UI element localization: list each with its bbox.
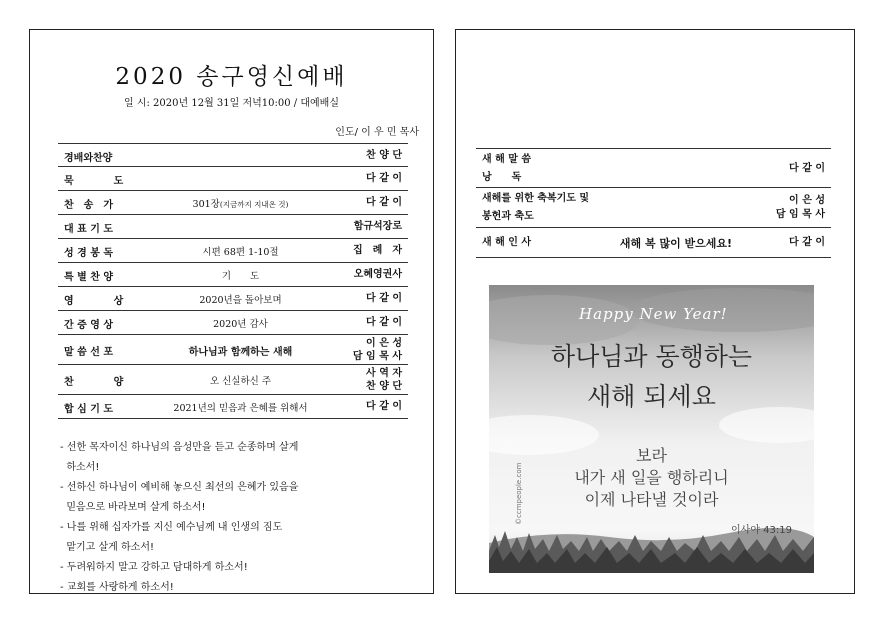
order-item-leader-line: 다 같 이 (366, 173, 402, 184)
order-item-leader-line: 이 은 성 (366, 338, 402, 349)
prayer-line: - 교회를 사랑하게 하소서! (60, 582, 174, 593)
prayer-line: - 두려워하지 말고 강하고 담대하게 하소서! (60, 562, 248, 573)
order-item-content-text: 오 신실하신 주 (209, 376, 272, 387)
order-item-leader (789, 236, 825, 250)
order-row (58, 311, 408, 335)
order-item-label (482, 151, 531, 187)
order-item-leader-line: 담 임 목 사 (352, 351, 402, 362)
new-year-greeting-image (489, 285, 814, 573)
order-item-leader-line: 다 같 이 (366, 317, 402, 328)
order-item-leader-line: 집 례 자 (353, 245, 402, 256)
order-item-leader (776, 194, 825, 222)
order-row (476, 188, 831, 228)
order-item-label: 묵 도 (64, 176, 124, 187)
order-item-content-text: 시편 68편 1-10절 (202, 247, 279, 258)
right-bulletin-page (455, 29, 855, 594)
order-of-worship (58, 143, 408, 419)
order-item-leader (366, 367, 402, 393)
order-item-label-line: 새 해 인 사 (482, 237, 532, 248)
order-item-leader (366, 196, 402, 209)
order-item-leader (366, 316, 402, 329)
order-row (58, 239, 408, 263)
order-item-content-text: 2021년의 믿음과 은혜를 위해서 (173, 403, 308, 414)
order-row (58, 167, 408, 191)
order-item-label-line: 새해를 위한 축복기도 및 (482, 193, 590, 204)
order-row (58, 191, 408, 215)
order-item-leader (354, 220, 402, 233)
order-row (476, 228, 831, 258)
order-row (58, 143, 408, 167)
order-item-content (148, 196, 333, 210)
order-item-content-text: 2020년 감사 (213, 319, 268, 330)
order-row (58, 395, 408, 419)
order-item-leader-line: 찬 양 단 (366, 150, 402, 161)
order-item-content-note: (지금까지 지내온 것) (219, 200, 289, 209)
service-title: 2020 송구영신예배 (115, 64, 348, 90)
prayer-line: 맡기고 살게 하소서! (60, 542, 155, 553)
prayer-line: - 선한 목자이신 하나님의 음성만을 듣고 순종하며 살게 (60, 442, 299, 453)
order-item-label: 간 증 영 상 (64, 320, 114, 331)
order-item-label: 찬 송 가 (64, 200, 113, 211)
order-item-content (148, 244, 333, 258)
order-item-leader (789, 162, 825, 176)
order-item-label: 특 별 찬 양 (64, 272, 114, 283)
order-item-content-text: 기 도 (221, 271, 260, 282)
happy-new-year-text: Happy New Year! (579, 305, 728, 323)
order-item-label: 성 경 봉 독 (64, 248, 114, 259)
order-item-label: 경배와찬양 (64, 153, 113, 164)
order-row (58, 335, 408, 365)
order-item-leader (353, 244, 402, 257)
order-item-leader (354, 268, 402, 281)
order-item-label: 찬 양 (64, 377, 124, 388)
order-item-leader (366, 172, 402, 185)
order-item-label: 영 상 (64, 296, 124, 307)
order-item-content-text: 2020년을 돌아보며 (199, 295, 282, 306)
prayer-line: - 나를 위해 십자가를 지신 예수님께 내 인생의 짐도 (60, 522, 283, 533)
image-watermark: ©ccmpeople.com (515, 462, 523, 525)
order-item-leader (366, 292, 402, 305)
order-item-leader-line: 함규석장로 (353, 221, 402, 232)
prayer-topics (60, 438, 410, 598)
order-item-content: 새해 복 많이 받으세요! (619, 237, 733, 250)
order-row (58, 215, 408, 239)
verse-reference: 이사야 43:19 (731, 525, 792, 536)
verse-line1: 보라 (636, 446, 667, 465)
order-item-label: 말 씀 선 포 (64, 347, 114, 358)
order-row (58, 263, 408, 287)
order-item-content (148, 373, 333, 387)
order-item-content-text: 301장 (192, 199, 220, 210)
order-item-label: 합 심 기 도 (64, 404, 114, 415)
order-item-leader-line: 다 같 이 (789, 237, 825, 248)
service-schedule: 일 시: 2020년 12월 31일 저녁10:00 / 대예배실 (124, 98, 339, 109)
order-item-content (148, 343, 333, 358)
order-item-label-line: 낭 독 (482, 172, 522, 183)
order-item-label (482, 190, 589, 226)
order-item-leader-line: 사 역 자 (366, 368, 402, 379)
order-of-worship-continued (476, 148, 831, 258)
order-item-content-text: 하나님과 함께하는 새해 (188, 347, 293, 358)
order-item-label-line: 봉헌과 축도 (482, 211, 534, 222)
order-item-leader-line: 다 같 이 (366, 293, 402, 304)
order-item-content (148, 268, 333, 282)
order-row (58, 365, 408, 395)
prayer-line: - 선하신 하나님이 예비해 놓으신 최선의 은혜가 있음을 (60, 482, 299, 493)
order-item-leader-line: 찬 양 단 (366, 381, 402, 392)
order-item-leader-line: 이 은 성 (789, 195, 825, 206)
order-row (476, 148, 831, 188)
order-item-label (482, 234, 531, 252)
left-bulletin-page (29, 29, 434, 594)
order-item-leader-line: 다 같 이 (789, 163, 825, 174)
greeting-headline-line1: 하나님과 동행하는 (550, 342, 753, 371)
order-item-leader-line: 다 같 이 (366, 401, 402, 412)
order-item-label: 대 표 기 도 (64, 224, 114, 235)
order-item-leader-line: 다 같 이 (366, 197, 402, 208)
verse-line3: 이제 나타낼 것이라 (584, 490, 719, 509)
order-item-leader (366, 149, 402, 162)
order-item-content (148, 292, 333, 306)
prayer-line: 하소서! (60, 462, 100, 473)
greeting-headline-line2: 새해 되세요 (587, 382, 716, 411)
service-leader: 인도/ 이 우 민 목사 (335, 127, 419, 138)
verse-line2: 내가 새 일을 행하리니 (574, 468, 729, 487)
prayer-line: 믿음으로 바라보며 살게 하소서! (60, 502, 206, 513)
order-item-leader (353, 337, 402, 363)
order-row (58, 287, 408, 311)
order-item-content (148, 400, 333, 414)
order-item-label-line: 새 해 말 씀 (482, 154, 532, 165)
order-item-content (148, 316, 333, 330)
order-item-leader-line: 담 임 목 사 (775, 209, 825, 220)
order-item-leader (366, 400, 402, 413)
order-item-leader-line: 오혜영권사 (353, 269, 402, 280)
